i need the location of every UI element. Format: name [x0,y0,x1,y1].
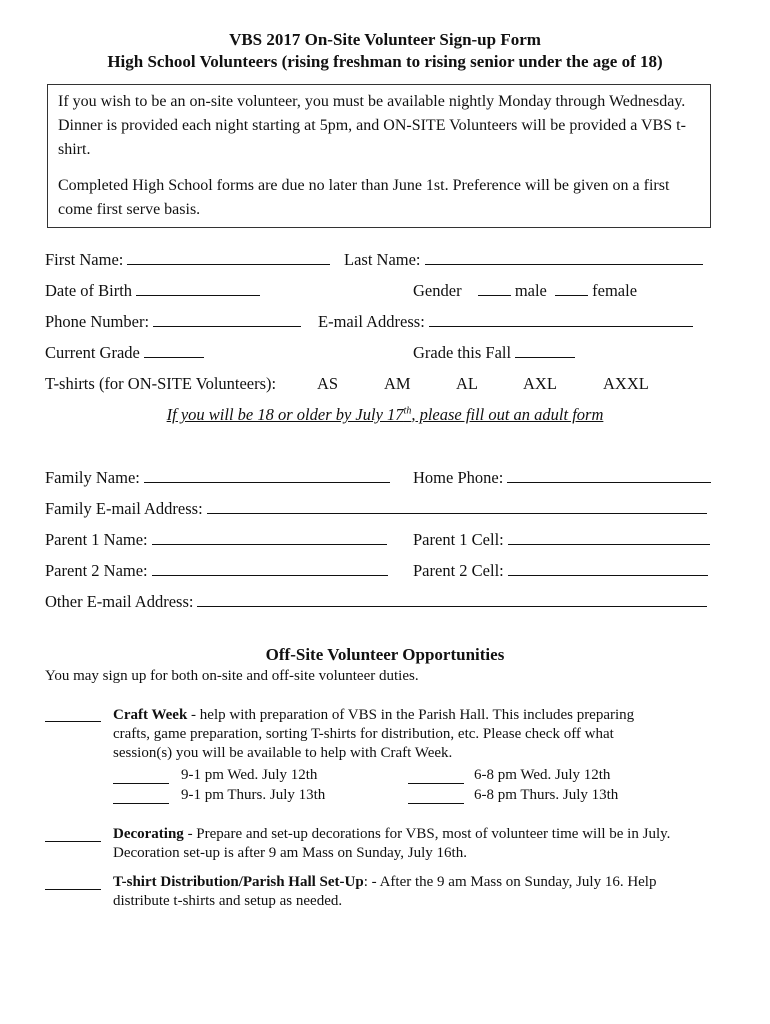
gender-female-blank[interactable] [555,281,588,296]
adult-form-note: If you will be 18 or older by July 17th, please fill out an adult form [166,405,604,424]
grade-fall-blank[interactable] [515,343,575,358]
session-wed-pm-blank[interactable] [408,783,464,784]
email-label: E-mail Address: [318,312,425,331]
parent2-name-field[interactable] [45,561,388,581]
decorating-line2: Decoration set-up is after 9 am Mass on Sunday, July 16th. [113,845,467,861]
info-paragraph-2: Completed High School forms are due no later than June 1st. Preference will be given on a first come first serve basis. [58,177,670,218]
email-blank[interactable] [429,312,693,327]
last-name-field[interactable] [344,250,703,270]
gender-label: Gender [413,281,462,300]
grade-fall-field[interactable] [413,343,575,363]
tshirt-distribution-line2: distribute t-shirts and setup as needed. [113,893,343,909]
family-email-blank[interactable] [207,499,707,514]
tshirt-distribution-title: T-shirt Distribution/Parish Hall Set-Up [113,874,364,890]
tshirt-size-axl[interactable]: AXL [523,374,557,393]
first-name-blank[interactable] [127,250,330,265]
parent2-name-blank[interactable] [152,561,388,576]
family-name-field[interactable] [45,468,390,488]
session-wed-am-blank[interactable] [113,783,169,784]
decorating-blank[interactable] [45,841,101,842]
home-phone-blank[interactable] [507,468,711,483]
parent2-cell-field[interactable] [413,561,708,581]
dob-label: Date of Birth [45,281,133,300]
first-name-field[interactable] [45,250,330,270]
phone-field[interactable] [45,312,301,332]
phone-label: Phone Number: [45,312,150,331]
session-thu-pm-label: 6-8 pm Thurs. July 13th [474,787,619,803]
parent1-cell-blank[interactable] [508,530,710,545]
craft-week-line1: Craft Week - help with preparation of VBS in the Parish Hall. This includes preparing [113,707,635,723]
parent2-cell-label: Parent 2 Cell: [413,561,504,580]
first-name-label: First Name: [45,250,124,269]
parent1-cell-label: Parent 1 Cell: [413,530,504,549]
tshirt-size-am[interactable]: AM [384,374,411,393]
decorating-line1: Decorating - Prepare and set-up decorations for VBS, most of volunteer time will be in July. [113,826,671,842]
family-name-blank[interactable] [144,468,390,483]
tshirt-size-as[interactable]: AS [317,374,339,393]
parent1-name-label: Parent 1 Name: [45,530,148,549]
craft-week-line2: crafts, game preparation, sorting T-shirts for distribution, etc. Please check off what [113,726,614,742]
session-thu-am-blank[interactable] [113,803,169,804]
home-phone-field[interactable] [413,468,711,488]
session-thu-am-label: 9-1 pm Thurs. July 13th [181,787,326,803]
current-grade-field[interactable] [45,343,204,363]
session-wed-am-label: 9-1 pm Wed. July 12th [181,767,318,783]
parent1-name-blank[interactable] [152,530,387,545]
decorating-title: Decorating [113,826,184,842]
parent2-name-label: Parent 2 Name: [45,561,148,580]
session-thu-pm-blank[interactable] [408,803,464,804]
craft-week-title: Craft Week [113,707,188,723]
dob-field[interactable] [45,281,260,301]
tshirt-size-al[interactable]: AL [456,374,478,393]
other-email-blank[interactable] [197,592,707,607]
other-email-label: Other E-mail Address: [45,592,194,611]
gender-field [413,281,637,301]
home-phone-label: Home Phone: [413,468,504,487]
tshirt-size-axxl[interactable]: AXXL [603,374,649,393]
parent1-cell-field[interactable] [413,530,710,550]
current-grade-blank[interactable] [144,343,204,358]
dob-blank[interactable] [136,281,260,296]
form-title: VBS 2017 On-Site Volunteer Sign-up Form [229,30,541,49]
parent1-name-field[interactable] [45,530,387,550]
form-subtitle: High School Volunteers (rising freshman to rising senior under the age of 18) [107,52,663,71]
phone-blank[interactable] [153,312,301,327]
grade-fall-label: Grade this Fall [413,343,512,362]
offsite-heading: Off-Site Volunteer Opportunities [265,645,505,664]
gender-female-label: female [592,281,638,300]
tshirt-distribution-line1: T-shirt Distribution/Parish Hall Set-Up: - After the 9 am Mass on Sunday, July 16. Help [113,874,657,890]
family-name-label: Family Name: [45,468,140,487]
parent2-cell-blank[interactable] [508,561,708,576]
info-paragraph-1: If you wish to be an on-site volunteer, you must be available nightly Monday through Wednesday. Dinner is provided each night starting at 5pm, and ON-SITE Volunteers will be provided a VBS t-shirt. [58,93,686,158]
family-email-field[interactable] [45,499,707,519]
craft-week-line3: session(s) you will be available to help with Craft Week. [113,745,453,761]
gender-male-blank[interactable] [478,281,511,296]
other-email-field[interactable] [45,592,707,612]
family-email-label: Family E-mail Address: [45,499,203,518]
email-field[interactable] [318,312,693,332]
gender-male-label: male [514,281,547,300]
craft-week-blank[interactable] [45,721,101,722]
current-grade-label: Current Grade [45,343,140,362]
tshirt-distribution-blank[interactable] [45,889,101,890]
offsite-intro: You may sign up for both on-site and off-site volunteer duties. [45,668,419,684]
tshirt-label: T-shirts (for ON-SITE Volunteers): [45,374,277,393]
last-name-label: Last Name: [344,250,421,269]
last-name-blank[interactable] [425,250,703,265]
session-wed-pm-label: 6-8 pm Wed. July 12th [474,767,611,783]
